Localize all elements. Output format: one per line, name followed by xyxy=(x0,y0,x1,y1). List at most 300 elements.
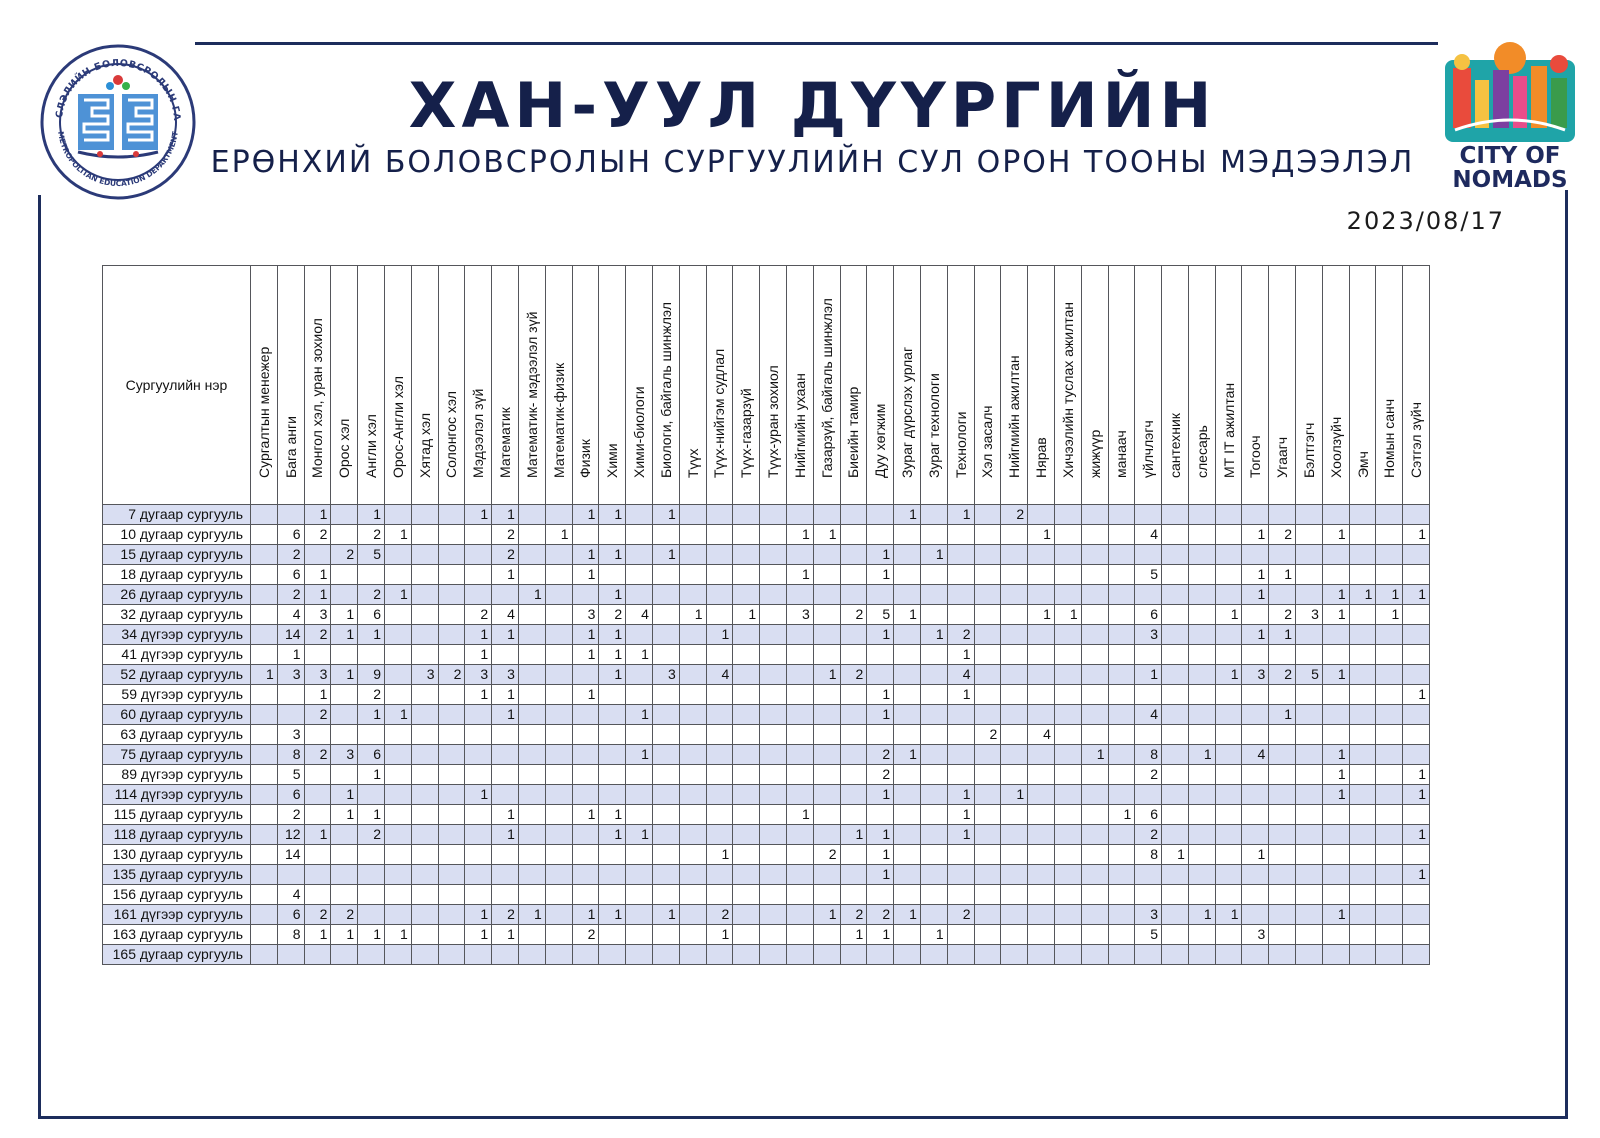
vacancy-cell xyxy=(760,805,787,825)
vacancy-cell xyxy=(1215,825,1242,845)
vacancy-cell xyxy=(652,565,679,585)
vacancy-cell: 6 xyxy=(277,565,304,585)
vacancy-cell xyxy=(813,505,840,525)
vacancy-cell xyxy=(438,685,465,705)
vacancy-cell xyxy=(733,865,760,885)
vacancy-cell xyxy=(1135,885,1162,905)
table-row xyxy=(103,565,1430,585)
vacancy-cell xyxy=(251,685,278,705)
vacancy-cell xyxy=(1001,925,1028,945)
vacancy-cell xyxy=(894,585,921,605)
vacancy-cell: 1 xyxy=(572,645,599,665)
vacancy-cell: 2 xyxy=(304,525,331,545)
vacancy-cell xyxy=(1188,845,1215,865)
vacancy-cell xyxy=(1349,845,1376,865)
vacancy-cell: 1 xyxy=(1269,705,1296,725)
vacancy-cell xyxy=(1376,565,1403,585)
vacancy-cell xyxy=(1054,785,1081,805)
vacancy-cell: 1 xyxy=(492,825,519,845)
vacancy-cell xyxy=(1108,665,1135,685)
vacancy-cell: 1 xyxy=(1215,605,1242,625)
vacancy-cell: 5 xyxy=(1296,665,1323,685)
vacancy-cell xyxy=(974,685,1001,705)
column-header-label: Биеийн тамир xyxy=(845,386,862,478)
vacancy-cell: 1 xyxy=(840,825,867,845)
vacancy-cell: 3 xyxy=(1242,925,1269,945)
vacancy-cell xyxy=(1215,625,1242,645)
vacancy-cell xyxy=(331,705,358,725)
vacancy-cell: 6 xyxy=(358,605,385,625)
vacancy-cell: 1 xyxy=(492,805,519,825)
vacancy-cell xyxy=(1376,685,1403,705)
vacancy-cell xyxy=(465,805,492,825)
vacancy-cell xyxy=(492,745,519,765)
vacancy-cell xyxy=(626,665,653,685)
vacancy-cell xyxy=(251,565,278,585)
vacancy-cell xyxy=(599,845,626,865)
vacancy-cell xyxy=(679,825,706,845)
vacancy-cell xyxy=(1054,545,1081,565)
vacancy-cell xyxy=(1162,825,1189,845)
school-name-cell: 63 дугаар сургууль xyxy=(103,725,251,745)
vacancy-cell xyxy=(1296,805,1323,825)
vacancy-cell xyxy=(867,725,894,745)
vacancy-cell xyxy=(438,565,465,585)
vacancy-cell xyxy=(1215,885,1242,905)
column-header-label: Орос хэл xyxy=(336,418,353,478)
vacancy-cell xyxy=(652,825,679,845)
vacancy-cell xyxy=(813,945,840,965)
vacancy-cell xyxy=(760,865,787,885)
vacancy-cell: 1 xyxy=(840,925,867,945)
vacancy-cell xyxy=(358,565,385,585)
vacancy-cell xyxy=(518,625,545,645)
vacancy-cell xyxy=(304,865,331,885)
column-header xyxy=(652,266,679,505)
vacancy-cell: 1 xyxy=(465,925,492,945)
vacancy-cell xyxy=(411,545,438,565)
vacancy-cell xyxy=(251,825,278,845)
emblem-text-top: СЛЭЛИЙН БОЛОВСРОЛЫН ГА xyxy=(54,57,183,122)
vacancy-cell xyxy=(1001,945,1028,965)
vacancy-cell xyxy=(1296,925,1323,945)
vacancy-cell xyxy=(1296,705,1323,725)
vacancy-cell: 1 xyxy=(599,505,626,525)
vacancy-cell: 1 xyxy=(277,645,304,665)
vacancy-cell xyxy=(438,925,465,945)
vacancy-cell: 1 xyxy=(867,625,894,645)
vacancy-cell: 5 xyxy=(277,765,304,785)
vacancy-cell xyxy=(1054,665,1081,685)
vacancy-cell xyxy=(760,505,787,525)
vacancy-cell xyxy=(840,885,867,905)
vacancy-cell xyxy=(1108,865,1135,885)
vacancy-cell xyxy=(1108,545,1135,565)
column-header xyxy=(1349,266,1376,505)
column-header xyxy=(438,266,465,505)
vacancy-cell xyxy=(679,845,706,865)
vacancy-cell xyxy=(974,505,1001,525)
school-name-cell: 135 дугаар сургууль xyxy=(103,865,251,885)
vacancy-cell xyxy=(626,505,653,525)
vacancy-cell xyxy=(1081,865,1108,885)
vacancy-cell xyxy=(358,865,385,885)
vacancy-cell xyxy=(786,785,813,805)
vacancy-cell xyxy=(760,565,787,585)
vacancy-cell xyxy=(760,705,787,725)
vacancy-cell xyxy=(411,865,438,885)
vacancy-cell: 5 xyxy=(358,545,385,565)
vacancy-cell: 3 xyxy=(1135,905,1162,925)
table-row xyxy=(103,785,1430,805)
vacancy-cell xyxy=(840,845,867,865)
vacancy-cell: 1 xyxy=(1322,665,1349,685)
vacancy-cell xyxy=(1188,725,1215,745)
vacancy-cell xyxy=(1296,505,1323,525)
vacancy-cell xyxy=(599,885,626,905)
vacancy-cell: 2 xyxy=(1135,765,1162,785)
vacancy-cell xyxy=(1322,865,1349,885)
vacancy-cell xyxy=(1135,645,1162,665)
vacancy-cell xyxy=(1054,645,1081,665)
vacancy-cell xyxy=(840,645,867,665)
school-name-cell: 59 дүгээр сургууль xyxy=(103,685,251,705)
vacancy-cell xyxy=(652,805,679,825)
vacancy-cell: 1 xyxy=(358,765,385,785)
vacancy-cell xyxy=(1054,865,1081,885)
vacancy-cell xyxy=(1162,625,1189,645)
vacancy-cell: 1 xyxy=(1403,685,1430,705)
vacancy-cell xyxy=(331,945,358,965)
vacancy-cell xyxy=(277,945,304,965)
vacancy-cell xyxy=(760,625,787,645)
vacancy-cell xyxy=(947,705,974,725)
vacancy-cell xyxy=(1162,665,1189,685)
vacancy-cell: 9 xyxy=(358,665,385,685)
vacancy-cell: 4 xyxy=(492,605,519,625)
vacancy-cell xyxy=(465,825,492,845)
table-row xyxy=(103,865,1430,885)
vacancy-cell xyxy=(1188,685,1215,705)
vacancy-cell xyxy=(894,645,921,665)
vacancy-cell xyxy=(438,585,465,605)
vacancy-cell xyxy=(840,865,867,885)
vacancy-cell: 1 xyxy=(652,545,679,565)
vacancy-cell xyxy=(1001,605,1028,625)
vacancy-cell xyxy=(599,945,626,965)
vacancy-cell xyxy=(786,505,813,525)
vacancy-cell xyxy=(760,685,787,705)
vacancy-cell xyxy=(626,545,653,565)
vacancy-cell xyxy=(251,845,278,865)
column-header xyxy=(1269,266,1296,505)
vacancy-cell xyxy=(518,705,545,725)
column-header-label: Тогооч xyxy=(1247,435,1264,478)
school-name-cell: 165 дугаар сургууль xyxy=(103,945,251,965)
column-header xyxy=(974,266,1001,505)
vacancy-cell xyxy=(1269,905,1296,925)
vacancy-cell: 1 xyxy=(626,645,653,665)
vacancy-cell xyxy=(1296,765,1323,785)
vacancy-cell: 3 xyxy=(331,745,358,765)
vacancy-cell xyxy=(1269,505,1296,525)
vacancy-cell xyxy=(518,885,545,905)
vacancy-cell xyxy=(1054,905,1081,925)
vacancy-cell xyxy=(411,905,438,925)
vacancy-cell xyxy=(545,645,572,665)
vacancy-cell xyxy=(1081,505,1108,525)
vacancy-cell xyxy=(358,845,385,865)
vacancy-cell xyxy=(786,905,813,925)
vacancy-cell xyxy=(518,605,545,625)
vacancy-cell xyxy=(304,545,331,565)
vacancy-cell xyxy=(947,865,974,885)
vacancy-cell xyxy=(1188,605,1215,625)
vacancy-cell: 1 xyxy=(867,545,894,565)
vacancy-cell xyxy=(1028,785,1055,805)
vacancy-cell xyxy=(358,905,385,925)
vacancy-cell xyxy=(1322,945,1349,965)
vacancy-cell xyxy=(1001,805,1028,825)
vacancy-cell xyxy=(251,945,278,965)
vacancy-cell xyxy=(733,785,760,805)
vacancy-cell xyxy=(572,945,599,965)
vacancy-cell xyxy=(251,645,278,665)
vacancy-cell xyxy=(331,845,358,865)
vacancy-cell: 1 xyxy=(947,645,974,665)
vacancy-cell xyxy=(626,865,653,885)
school-name-cell: 163 дугаар сургууль xyxy=(103,925,251,945)
vacancy-cell xyxy=(974,805,1001,825)
vacancy-cell: 6 xyxy=(358,745,385,765)
vacancy-cell xyxy=(786,585,813,605)
vacancy-cell xyxy=(1054,625,1081,645)
vacancy-cell xyxy=(840,505,867,525)
vacancy-cell: 5 xyxy=(1135,565,1162,585)
vacancy-cell xyxy=(1162,645,1189,665)
vacancy-cell xyxy=(411,845,438,865)
vacancy-cell xyxy=(438,785,465,805)
vacancy-cell xyxy=(652,725,679,745)
vacancy-cell: 1 xyxy=(572,625,599,645)
vacancy-cell xyxy=(1349,705,1376,725)
column-header xyxy=(1322,266,1349,505)
vacancy-cell: 1 xyxy=(465,505,492,525)
vacancy-cell xyxy=(1403,905,1430,925)
vacancy-cell xyxy=(1376,705,1403,725)
vacancy-cell: 1 xyxy=(894,905,921,925)
vacancy-cell xyxy=(894,885,921,905)
vacancy-cell xyxy=(813,605,840,625)
vacancy-cell xyxy=(465,565,492,585)
vacancy-cell xyxy=(599,745,626,765)
vacancy-cell xyxy=(947,525,974,545)
vacancy-cell xyxy=(679,665,706,685)
vacancy-cell xyxy=(652,625,679,645)
vacancy-cell xyxy=(760,825,787,845)
vacancy-cell xyxy=(358,725,385,745)
vacancy-cell xyxy=(1135,585,1162,605)
vacancy-cell xyxy=(1322,825,1349,845)
vacancy-cell xyxy=(411,745,438,765)
column-header xyxy=(1296,266,1323,505)
vacancy-cell xyxy=(1215,925,1242,945)
vacancy-cell xyxy=(760,525,787,545)
vacancy-cell xyxy=(1403,845,1430,865)
vacancy-cell xyxy=(733,825,760,845)
vacancy-cell xyxy=(974,765,1001,785)
vacancy-cell xyxy=(733,745,760,765)
vacancy-cell xyxy=(760,725,787,745)
vacancy-cell xyxy=(1054,685,1081,705)
vacancy-cell xyxy=(974,825,1001,845)
vacancy-cell: 1 xyxy=(492,505,519,525)
vacancy-cell xyxy=(840,565,867,585)
vacancy-cell xyxy=(813,625,840,645)
vacancy-cell xyxy=(1242,825,1269,845)
vacancy-cell xyxy=(1188,525,1215,545)
vacancy-cell xyxy=(599,725,626,745)
vacancy-cell xyxy=(626,885,653,905)
vacancy-cell xyxy=(411,645,438,665)
vacancy-cell xyxy=(251,505,278,525)
vacancy-cell xyxy=(384,685,411,705)
vacancy-cell: 6 xyxy=(277,785,304,805)
frame-bottom-line xyxy=(38,1116,1568,1119)
vacancy-cell xyxy=(1054,885,1081,905)
vacancy-cell: 2 xyxy=(304,905,331,925)
vacancy-cell xyxy=(706,945,733,965)
vacancy-cell xyxy=(304,945,331,965)
vacancy-cell: 2 xyxy=(1269,665,1296,685)
vacancy-cell xyxy=(411,685,438,705)
vacancy-cell: 1 xyxy=(304,585,331,605)
vacancy-cell: 4 xyxy=(626,605,653,625)
vacancy-cell: 1 xyxy=(867,865,894,885)
vacancy-cell: 2 xyxy=(331,905,358,925)
page-subtitle: ЕРӨНХИЙ БОЛОВСРОЛЫН СУРГУУЛИЙН СУЛ ОРОН ТООНЫ МЭДЭЭЛЭЛ xyxy=(210,145,1415,180)
vacancy-cell: 2 xyxy=(947,905,974,925)
vacancy-cell: 1 xyxy=(331,605,358,625)
vacancy-cell xyxy=(1296,625,1323,645)
vacancy-cell: 2 xyxy=(277,585,304,605)
vacancy-cell: 2 xyxy=(492,545,519,565)
vacancy-cell xyxy=(1001,725,1028,745)
vacancy-cell xyxy=(1349,505,1376,525)
vacancy-cell xyxy=(1296,565,1323,585)
vacancy-cell: 1 xyxy=(1322,585,1349,605)
vacancy-cell: 1 xyxy=(572,685,599,705)
vacancy-cell xyxy=(465,545,492,565)
vacancy-cell xyxy=(1001,825,1028,845)
vacancy-cell xyxy=(492,885,519,905)
vacancy-cell xyxy=(894,945,921,965)
vacancy-cell xyxy=(1296,945,1323,965)
vacancy-cell: 1 xyxy=(358,705,385,725)
vacancy-cell xyxy=(251,785,278,805)
table-row xyxy=(103,765,1430,785)
vacancy-cell xyxy=(1001,885,1028,905)
vacancy-cell: 2 xyxy=(840,605,867,625)
vacancy-cell xyxy=(920,665,947,685)
vacancy-cell xyxy=(1349,765,1376,785)
vacancy-cell xyxy=(251,765,278,785)
column-header xyxy=(1188,266,1215,505)
vacancy-cell xyxy=(760,645,787,665)
vacancy-cell xyxy=(626,765,653,785)
vacancy-cell: 3 xyxy=(786,605,813,625)
column-header xyxy=(1054,266,1081,505)
vacancy-cell xyxy=(626,945,653,965)
vacancy-cell: 2 xyxy=(331,545,358,565)
vacancy-cell: 1 xyxy=(867,705,894,725)
vacancy-cell xyxy=(1269,645,1296,665)
vacancy-cell xyxy=(786,685,813,705)
vacancy-cell xyxy=(1296,645,1323,665)
vacancy-cell xyxy=(545,825,572,845)
column-header-label: Математик xyxy=(497,407,514,478)
vacancy-cell xyxy=(733,685,760,705)
vacancy-cell xyxy=(304,885,331,905)
vacancy-cell xyxy=(733,925,760,945)
vacancy-cell: 3 xyxy=(1135,625,1162,645)
vacancy-cell: 1 xyxy=(304,565,331,585)
vacancy-cell xyxy=(894,705,921,725)
vacancy-cell: 3 xyxy=(411,665,438,685)
column-header xyxy=(894,266,921,505)
education-department-emblem xyxy=(38,42,198,202)
vacancy-cell xyxy=(1108,605,1135,625)
vacancy-cell xyxy=(1081,805,1108,825)
school-name-cell: 115 дугаар сургууль xyxy=(103,805,251,825)
vacancy-cell xyxy=(840,745,867,765)
vacancy-cell xyxy=(920,705,947,725)
vacancy-cell: 1 xyxy=(867,925,894,945)
vacancy-cell xyxy=(786,725,813,745)
vacancy-cell xyxy=(358,785,385,805)
vacancy-cell xyxy=(465,525,492,545)
vacancy-cell xyxy=(1269,805,1296,825)
vacancy-cell xyxy=(251,525,278,545)
vacancy-cell xyxy=(706,505,733,525)
vacancy-cell xyxy=(545,785,572,805)
vacancy-cell: 1 xyxy=(1162,845,1189,865)
vacancy-cell xyxy=(974,945,1001,965)
vacancy-cell xyxy=(465,765,492,785)
vacancy-cell: 1 xyxy=(1322,745,1349,765)
vacancy-cell xyxy=(1296,845,1323,865)
vacancy-cell xyxy=(679,785,706,805)
vacancy-cell xyxy=(679,745,706,765)
vacancy-cell xyxy=(331,865,358,885)
vacancy-cell xyxy=(358,645,385,665)
vacancy-cell: 1 xyxy=(813,665,840,685)
vacancy-cell xyxy=(652,745,679,765)
vacancy-cell xyxy=(1403,745,1430,765)
vacancy-cell xyxy=(679,905,706,925)
vacancy-cell xyxy=(1215,865,1242,885)
vacancy-cell: 1 xyxy=(1108,805,1135,825)
vacancy-cell: 1 xyxy=(1322,525,1349,545)
column-header-label: Орос-Англи хэл xyxy=(389,376,406,478)
vacancy-cell: 2 xyxy=(813,845,840,865)
column-header-label: Монгол хэл, уран зохиол xyxy=(309,318,326,478)
vacancy-cell xyxy=(331,645,358,665)
vacancy-cell: 1 xyxy=(465,645,492,665)
vacancy-cell xyxy=(920,785,947,805)
vacancy-cell: 1 xyxy=(384,525,411,545)
vacancy-cell xyxy=(251,745,278,765)
